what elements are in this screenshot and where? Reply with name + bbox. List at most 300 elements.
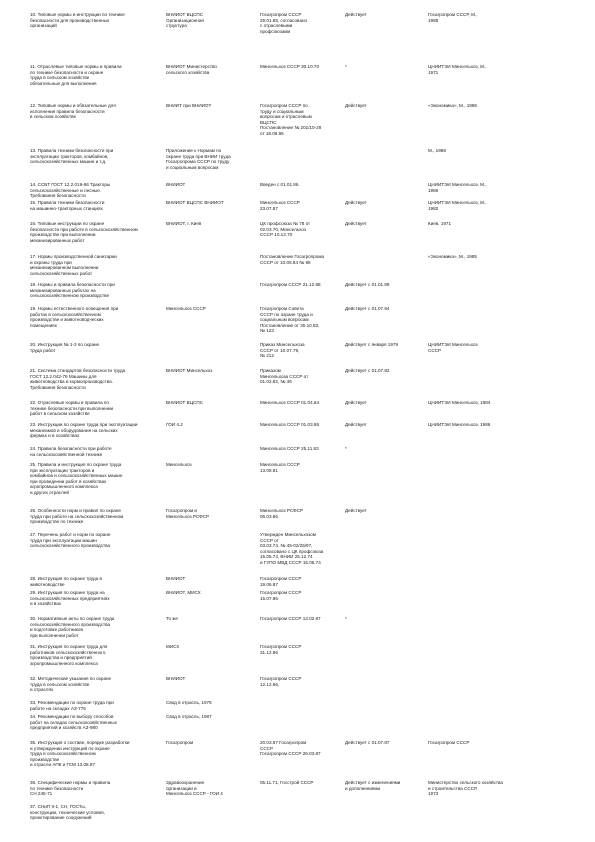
cell-text-line: ВНИИОТ, г. Киев [166,221,202,226]
cell-text-line: структура [166,23,187,29]
cell-text-line: ВНИИОТ, МИСХ [166,590,201,595]
cell-text-line: Утвержден Минсельхозом [260,532,316,537]
cell-text-line: охране труда при ВНИИ труда [166,153,231,159]
cell-text-line: помещениях [30,322,57,328]
cell-text-line: и утверждении инструкций по охране [30,745,110,751]
cell-text-line: безопасности при работе в сельскохозяйственном [30,226,138,232]
cell-text-line: 13. Правила техники безопасности при [30,148,114,153]
table-cell-c2 [260,446,345,452]
cell-text-line: СССР [260,745,274,751]
table-cell-c0 [30,780,160,797]
cell-text-line: и дополнениями [345,785,381,791]
table-cell-c1 [166,368,256,374]
cell-text-line: при эксплуатации тракторов и [30,467,95,473]
table-cell-c4 [428,148,568,154]
cell-text-line: агропромышленного комплекса [30,660,98,666]
cell-text-line: сельскохозяйственном производстве [30,293,110,299]
table-cell-c2 [260,780,345,786]
cell-text-line: № 123 [260,328,274,334]
cell-text-line: 06.03.86 [260,513,278,519]
cell-text-line: механизированных работ [30,237,85,243]
cell-text-line: 28. Инструкция по охране труда в [30,576,102,581]
cell-text-line: Госагропром СССР по [260,103,308,108]
table-cell-c0 [30,804,160,821]
table-cell-c0 [30,508,160,525]
table-cell-c2 [260,590,345,601]
table-cell-c0 [30,676,160,693]
cell-text-line: 15. Правила техники безопасности [30,200,105,205]
table-cell-c1 [166,714,256,720]
cell-text-line: ЦНИИТЭИ Минсельхоз, М., [428,64,487,69]
table-cell-c4 [428,103,568,109]
table-cell-c4 [428,780,568,797]
cell-text-line: ВНИИОТ [166,182,186,187]
cell-text-line: и ГУПО МВД СССР 15.05.74 [260,559,321,565]
cell-text-line: сельскохозяйственные и лесные. [30,187,102,193]
cell-text-line: Госагропром СССР [260,676,302,681]
table-cell-c0 [30,148,160,165]
table-cell-c0 [30,103,160,120]
table-cell-c2 [260,400,345,406]
cell-text-line: 05.11.71, Госстрой СССР [260,780,314,785]
cell-text-line: Действует [345,400,367,405]
cell-text-line: Минсельхоз [166,462,192,467]
table-cell-c2 [260,676,345,687]
cell-text-line: 36. Специфические нормы и правила [30,780,111,785]
cell-text-line: «Экономика», М., 1985 [428,254,477,259]
cell-text-line: Госагропром СССР [428,740,470,745]
cell-text-line: ВНИИОТ [166,676,186,681]
table-cell-c1 [166,148,256,170]
table-cell-c3 [345,780,425,791]
cell-text-line: Требования безопасности [30,193,86,199]
cell-text-line: Действует с 01.07.87 [345,740,390,745]
cell-text-line: производства и предприятий [30,655,92,661]
cell-text-line: * [345,446,347,451]
cell-text-line: СССР 10.12.70 [260,232,293,238]
table-cell-c1 [166,644,256,650]
cell-text-line: 13.08.81 [260,467,278,473]
table-cell-c3 [345,221,425,227]
table-cell-c3 [345,616,425,622]
cell-text-line: Постановление № 201/10-28 [260,125,322,131]
cell-text-line: ЦК профсоюза № 78 от [260,221,311,226]
table-cell-c0 [30,740,160,768]
cell-text-line: 10. Типовые нормы и инструкции по технике [30,12,125,17]
cell-text-line: Минсельхоз СССР 30.10.70 [260,64,320,69]
cell-text-line: Госагропром [166,740,194,745]
cell-text-line: производстве [30,756,60,762]
cell-text-line: ВНИИОТ ВЦСПС ВНИИОТ [166,200,224,205]
table-cell-c2 [260,576,345,587]
cell-text-line: М., 1988 [428,148,446,153]
cell-text-line: Требования безопасности [30,384,86,390]
cell-text-line: 21. Система стандартов безопасности труда [30,368,126,373]
cell-text-line: Введен с 01.01.86. [260,182,300,187]
cell-text-line: 1982 [428,205,439,211]
cell-text-line: сельского хозяйства [166,69,210,75]
cell-text-line: То же [166,616,178,621]
cell-text-line: «Экономика», М., 1986 [428,103,477,108]
cell-text-line: Минсельхоз СССР [260,462,300,467]
table-cell-c0 [30,700,160,711]
cell-text-line: Минсельхоз РСФСР [260,508,304,513]
cell-text-line: предприятий и хозяйств АЗ-980 [30,725,98,731]
table-cell-c4 [428,64,568,75]
cell-text-line: Действует [345,508,367,513]
cell-text-line: Действует с изменениями [345,780,401,785]
table-cell-c0 [30,182,160,199]
table-cell-c1 [166,12,256,29]
cell-text-line: и других отраслей [30,489,69,495]
cell-text-line: 12. Типовые нормы и обязательные для [30,103,116,108]
cell-text-line: 20. Инструкция № 1-3 по охране [30,342,100,347]
cell-text-line: фермах и в хозяйствах [30,433,80,439]
table-cell-c0 [30,200,160,211]
cell-text-line: 29.01.85, согласовано [260,17,308,23]
table-cell-c0 [30,446,160,457]
cell-text-line: * [345,616,347,621]
cell-text-line: СССР по охране труда и [260,311,313,317]
cell-text-line: работников сельскохозяйственного [30,649,106,655]
table-cell-c1 [166,590,256,596]
table-cell-c4 [428,740,568,746]
cell-text-line: Приложение к Нормам по [166,148,222,153]
cell-text-line: Госагропром Совета [260,306,304,311]
cell-text-line: и социальным вопросам [166,164,219,170]
cell-text-line: ЦНИИТЭИ Минсельхоз, М., [428,182,487,187]
table-cell-c2 [260,64,345,70]
table-cell-c0 [30,306,160,328]
table-cell-c0 [30,462,160,496]
cell-text-line: труда работ [30,347,56,353]
cell-text-line: и строительства СССР, [428,785,478,791]
table-cell-c3 [345,12,425,18]
table-cell-c1 [166,676,256,682]
table-cell-c2 [260,422,345,428]
cell-text-line: на сельскохозяйственной технике [30,451,103,457]
table-cell-c4 [428,12,568,23]
cell-text-line: 31. Инструкция по охране труда для [30,644,108,649]
table-cell-c4 [428,400,568,406]
cell-text-line: Действует [345,422,367,427]
table-cell-c4 [428,422,568,428]
cell-text-line: ЦНИИТЭИ Минсельхоз, 1986 [428,422,491,427]
cell-text-line: СССР от 10.07.79, [260,347,300,353]
cell-text-line: Организационная [166,17,204,23]
cell-text-line: и отраслях [30,687,54,693]
table-cell-c1 [166,616,256,622]
cell-text-line: 1971 [428,69,439,75]
cell-text-line: Приказ Минсельхоза [260,342,305,347]
cell-text-line: профсоюзами [260,28,291,34]
cell-text-line: 03.03.74, № 45-02/25/97, [260,543,313,549]
cell-text-line: механизированных работах на [30,287,96,293]
table-cell-c3 [345,422,425,428]
cell-text-line: 32. Методические указания по охране [30,676,112,681]
cell-text-line: производстве и животноводческих [30,317,104,323]
cell-text-line: и охраны труда при [30,259,72,265]
cell-text-line: 19.06.87 [260,581,278,587]
table-cell-c2 [260,740,345,757]
cell-text-line: при проведении работ в хозяйствах [30,478,107,484]
cell-text-line: конструкции, технические условия, [30,809,105,815]
cell-text-line: сельскохозяйственных работ [30,270,93,276]
table-cell-c1 [166,740,256,746]
cell-text-line: Действует с 01.01.89 [345,282,390,287]
cell-text-line: 25. Правила и инструкция по охране труда [30,462,122,467]
cell-text-line: Минсельхоз СССР 25.11.83 [260,446,319,451]
cell-text-line: 02.03.70, Минсельхоз [260,226,306,232]
cell-text-line: Министерство сельского хозяйства [428,780,503,785]
table-cell-c1 [166,182,256,188]
table-cell-c3 [345,282,425,288]
cell-text-line: 15.07.86 [260,595,278,601]
cell-text-line: Минсельхоз СССР 01.03.86 [260,422,320,427]
table-cell-c1 [166,462,256,468]
cell-text-line: согласовано с ЦК профсоюза [260,548,324,554]
cell-text-line: СССР от 10.06.84 № 98 [260,259,311,265]
cell-text-line: Приказом [260,368,281,373]
table-cell-c0 [30,616,160,638]
cell-text-line: организаций [30,23,57,29]
cell-text-line: СССР [428,347,442,353]
cell-text-line: механизированном выполнении [30,265,99,271]
table-cell-c1 [166,64,256,75]
cell-text-line: Постановление от 30.10.83, [260,322,320,328]
cell-text-line: механизмов и оборудования на сельских [30,427,118,433]
cell-text-line: труда при эксплуатации машин [30,537,97,543]
cell-text-line: ГОСТ 12.2.042-79 Машины для [30,373,97,379]
cell-text-line: 26. Особенности норм и правил по охране [30,508,121,513]
table-cell-c0 [30,342,160,353]
cell-text-line: животноводстве [30,581,65,587]
cell-text-line: работ в сельском хозяйстве [30,411,90,417]
cell-text-line: животноводства и кормопроизводства. [30,379,113,385]
cell-text-line: Госагропром СССР 13.02.87 [260,616,321,621]
table-cell-c4 [428,200,568,211]
cell-text-line: сельскохозяйственных машин и т.д. [30,159,107,165]
table-cell-c1 [166,576,256,582]
cell-text-line: Минсельхоз СССР 01.04.84 [260,400,320,405]
cell-text-line: 34. Рекомендации по выбору способов [30,714,114,719]
cell-text-line: работе на складах АЗ-776 [30,705,86,711]
cell-text-line: Госагропром СССР [260,644,302,649]
cell-text-line: 14. ССБТ ГОСТ 12.2.019-86 Тракторы [30,182,111,187]
table-cell-c4 [428,221,568,227]
cell-text-line: ГОИ 4.2 [166,422,183,427]
cell-text-line: организации и [166,785,197,791]
cell-text-line: и отрасли АПК и ГСМ 13.08.87 [30,762,95,768]
cell-text-line: Действует [345,103,367,108]
cell-text-line: Действует с 01.07.82 [345,368,390,373]
cell-text-line: работ на складах сельскохозяйственных [30,719,117,725]
cell-text-line: и в хозяйствах [30,601,62,607]
table-cell-c3 [345,342,425,348]
table-cell-c2 [260,200,345,211]
cell-text-line: 18. Нормы и правила безопасности при [30,282,115,287]
cell-text-line: агропромышленного комплекса [30,484,98,490]
table-cell-c2 [260,508,345,519]
cell-text-line: Действует [345,221,367,226]
cell-text-line: Госагропром СССР [260,576,302,581]
cell-text-line: ЦНИИТЭИ Минсельхоз, 1984 [428,400,491,405]
cell-text-line: социальным вопросам [260,317,309,323]
table-cell-c3 [345,368,425,374]
table-cell-c0 [30,590,160,607]
cell-text-line: Госагропром СССР [260,12,302,17]
table-cell-c1 [166,306,256,312]
cell-text-line: труду и социальным [260,108,304,114]
cell-text-line: эксплуатации тракторов, комбайнов, [30,153,109,159]
table-cell-c3 [345,400,425,406]
cell-text-line: 31.12.86 [260,649,278,655]
cell-text-line: ВЦСПС [260,119,277,125]
table-cell-c3 [345,740,425,746]
table-cell-c2 [260,221,345,238]
cell-text-line: 11. Отраслевые типовые нормы и правила [30,64,122,69]
cell-text-line: Здравоохранение [166,780,205,785]
cell-text-line: труда в сельскохозяйственном [30,751,96,757]
table-cell-c1 [166,422,256,428]
table-cell-c1 [166,780,256,797]
cell-text-line: безопасности для производственных [30,17,110,23]
table-cell-c3 [345,306,425,312]
table-cell-c0 [30,532,160,549]
cell-text-line: комбайнов и сельскохозяйственных машин [30,473,123,479]
cell-text-line: и подготовке работников [30,627,83,633]
table-cell-c2 [260,644,345,655]
cell-text-line: 33. Рекомендации по охране труда при [30,700,114,705]
cell-text-line: труда при работе на сельскохозяйственном [30,513,124,519]
cell-text-line: ЦНИИТЭИ Минсельхоз, М., [428,200,487,205]
cell-text-line: 1986 [428,187,439,193]
cell-text-line: сельскохозяйственного производства [30,543,111,549]
cell-text-line: Минсельхоз СССР - ГОИ 4 [166,791,223,797]
cell-text-line: производстве по технике [30,519,84,525]
cell-text-line: от 18.09.86 [260,130,284,136]
cell-text-line: Действует [345,12,367,17]
cell-text-line: ЦНИИТЭИ Минсельхоз [428,342,478,347]
cell-text-line: ВНИИОТ ВЦСПС [166,400,204,405]
table-cell-c0 [30,368,160,390]
table-cell-c3 [345,446,425,452]
cell-text-line: Госагропром и [166,508,197,513]
cell-text-line: Действует [345,200,367,205]
table-cell-c1 [166,103,256,109]
cell-text-line: в сельском хозяйстве [30,114,77,120]
table-cell-c0 [30,576,160,587]
table-cell-c0 [30,400,160,417]
table-cell-c2 [260,462,345,473]
cell-text-line: Минсельхоз РСФСР [166,513,210,519]
cell-text-line: вопросам и отраслевым [260,114,312,120]
table-cell-c1 [166,400,256,406]
table-cell-c2 [260,254,345,265]
cell-text-line: работах в сельскохозяйственном [30,311,101,317]
table-cell-c3 [345,508,425,514]
cell-text-line: Киев, 1971 [428,221,452,226]
table-cell-c3 [345,64,425,70]
cell-text-line: 29. Инструкция по охране труда на [30,590,105,595]
cell-text-line: 22. Отраслевые нормы и правила по [30,400,109,405]
cell-text-line: проектирование сооружений [30,815,92,821]
table-cell-c4 [428,254,568,260]
cell-text-line: 37. СНиП II-1, СН, ГОСТы, [30,804,86,809]
cell-text-line: 01.02.82, № 46 [260,379,292,385]
cell-text-line: технике безопасности при выполнении [30,405,114,411]
table-cell-c1 [166,200,256,206]
cell-text-line: на машинно-тракторных станциях [30,205,103,211]
table-cell-c0 [30,422,160,439]
cell-text-line: 23.07.87 [260,205,278,211]
table-cell-c2 [260,368,345,385]
cell-text-line: ВНИИОТ ВЦСПС [166,12,204,17]
table-cell-c2 [260,182,345,188]
table-cell-c0 [30,254,160,276]
cell-text-line: 24. Правила безопасности при работе [30,446,112,451]
cell-text-line: 12.12.86, [260,681,280,687]
cell-text-line: ВНИИОТ Минсельхоз [166,368,213,373]
cell-text-line: СССР от [260,537,279,543]
cell-text-line: 15.05.74, ВНИИ 25.12.74 [260,554,313,560]
cell-text-line: Минсельхоз СССР [166,306,206,311]
cell-text-line: № 212 [260,353,274,359]
table-cell-c2 [260,342,345,359]
table-cell-c0 [30,221,160,243]
cell-text-line: 17. Нормы производственной санитарии [30,254,117,259]
table-cell-c0 [30,282,160,299]
cell-text-line: 30. Нормативные акты по охране труда [30,616,115,621]
cell-text-line: * [345,64,347,69]
cell-text-line: Госагропром СССР, М., [428,12,478,17]
table-cell-c2 [260,616,345,622]
cell-text-line: Минсельхоза СССР от [260,373,309,379]
cell-text-line: Постановление Госагропрома [260,254,325,259]
cell-text-line: сельскохозяйственного производства [30,621,111,627]
cell-text-line: по технике безопасности [30,785,84,791]
cell-text-line: ВНИИОТ Министерство [166,64,217,69]
table-cell-c0 [30,714,160,731]
table-cell-c0 [30,644,160,666]
cell-text-line: 1988 [428,17,439,23]
cell-text-line: Действует с 01.07.84 [345,306,390,311]
cell-text-line: производстве при выполнении [30,232,96,238]
table-cell-c0 [30,12,160,29]
cell-text-line: 35. Инструкция о составе, порядке разработки [30,740,130,745]
cell-text-line: Минсельхоз СССР [260,200,300,205]
table-cell-c1 [166,508,256,519]
cell-text-line: по технике безопасности и охране [30,69,104,75]
cell-text-line: Госагропром СССР [260,590,302,595]
table-cell-c0 [30,64,160,86]
table-cell-c2 [260,532,345,566]
cell-text-line: 1973 [428,791,439,797]
table-cell-c2 [260,103,345,137]
cell-text-line: труда в сельском хозяйстве [30,75,90,81]
cell-text-line: обязательные для выполнения [30,80,97,86]
cell-text-line: ВНИИОТ [166,576,186,581]
table-cell-c2 [260,306,345,334]
cell-text-line: исполнения правила безопасности [30,108,105,114]
cell-text-line: при выполнении работ [30,632,79,638]
cell-text-line: Свод в отрасль, 1987 [166,714,212,719]
table-cell-c3 [345,103,425,109]
table-cell-c4 [428,342,568,353]
cell-text-line: 27. Перечень работ и норм по охране [30,532,111,537]
table-cell-c1 [166,700,256,706]
cell-text-line: МИСХ [166,644,180,649]
